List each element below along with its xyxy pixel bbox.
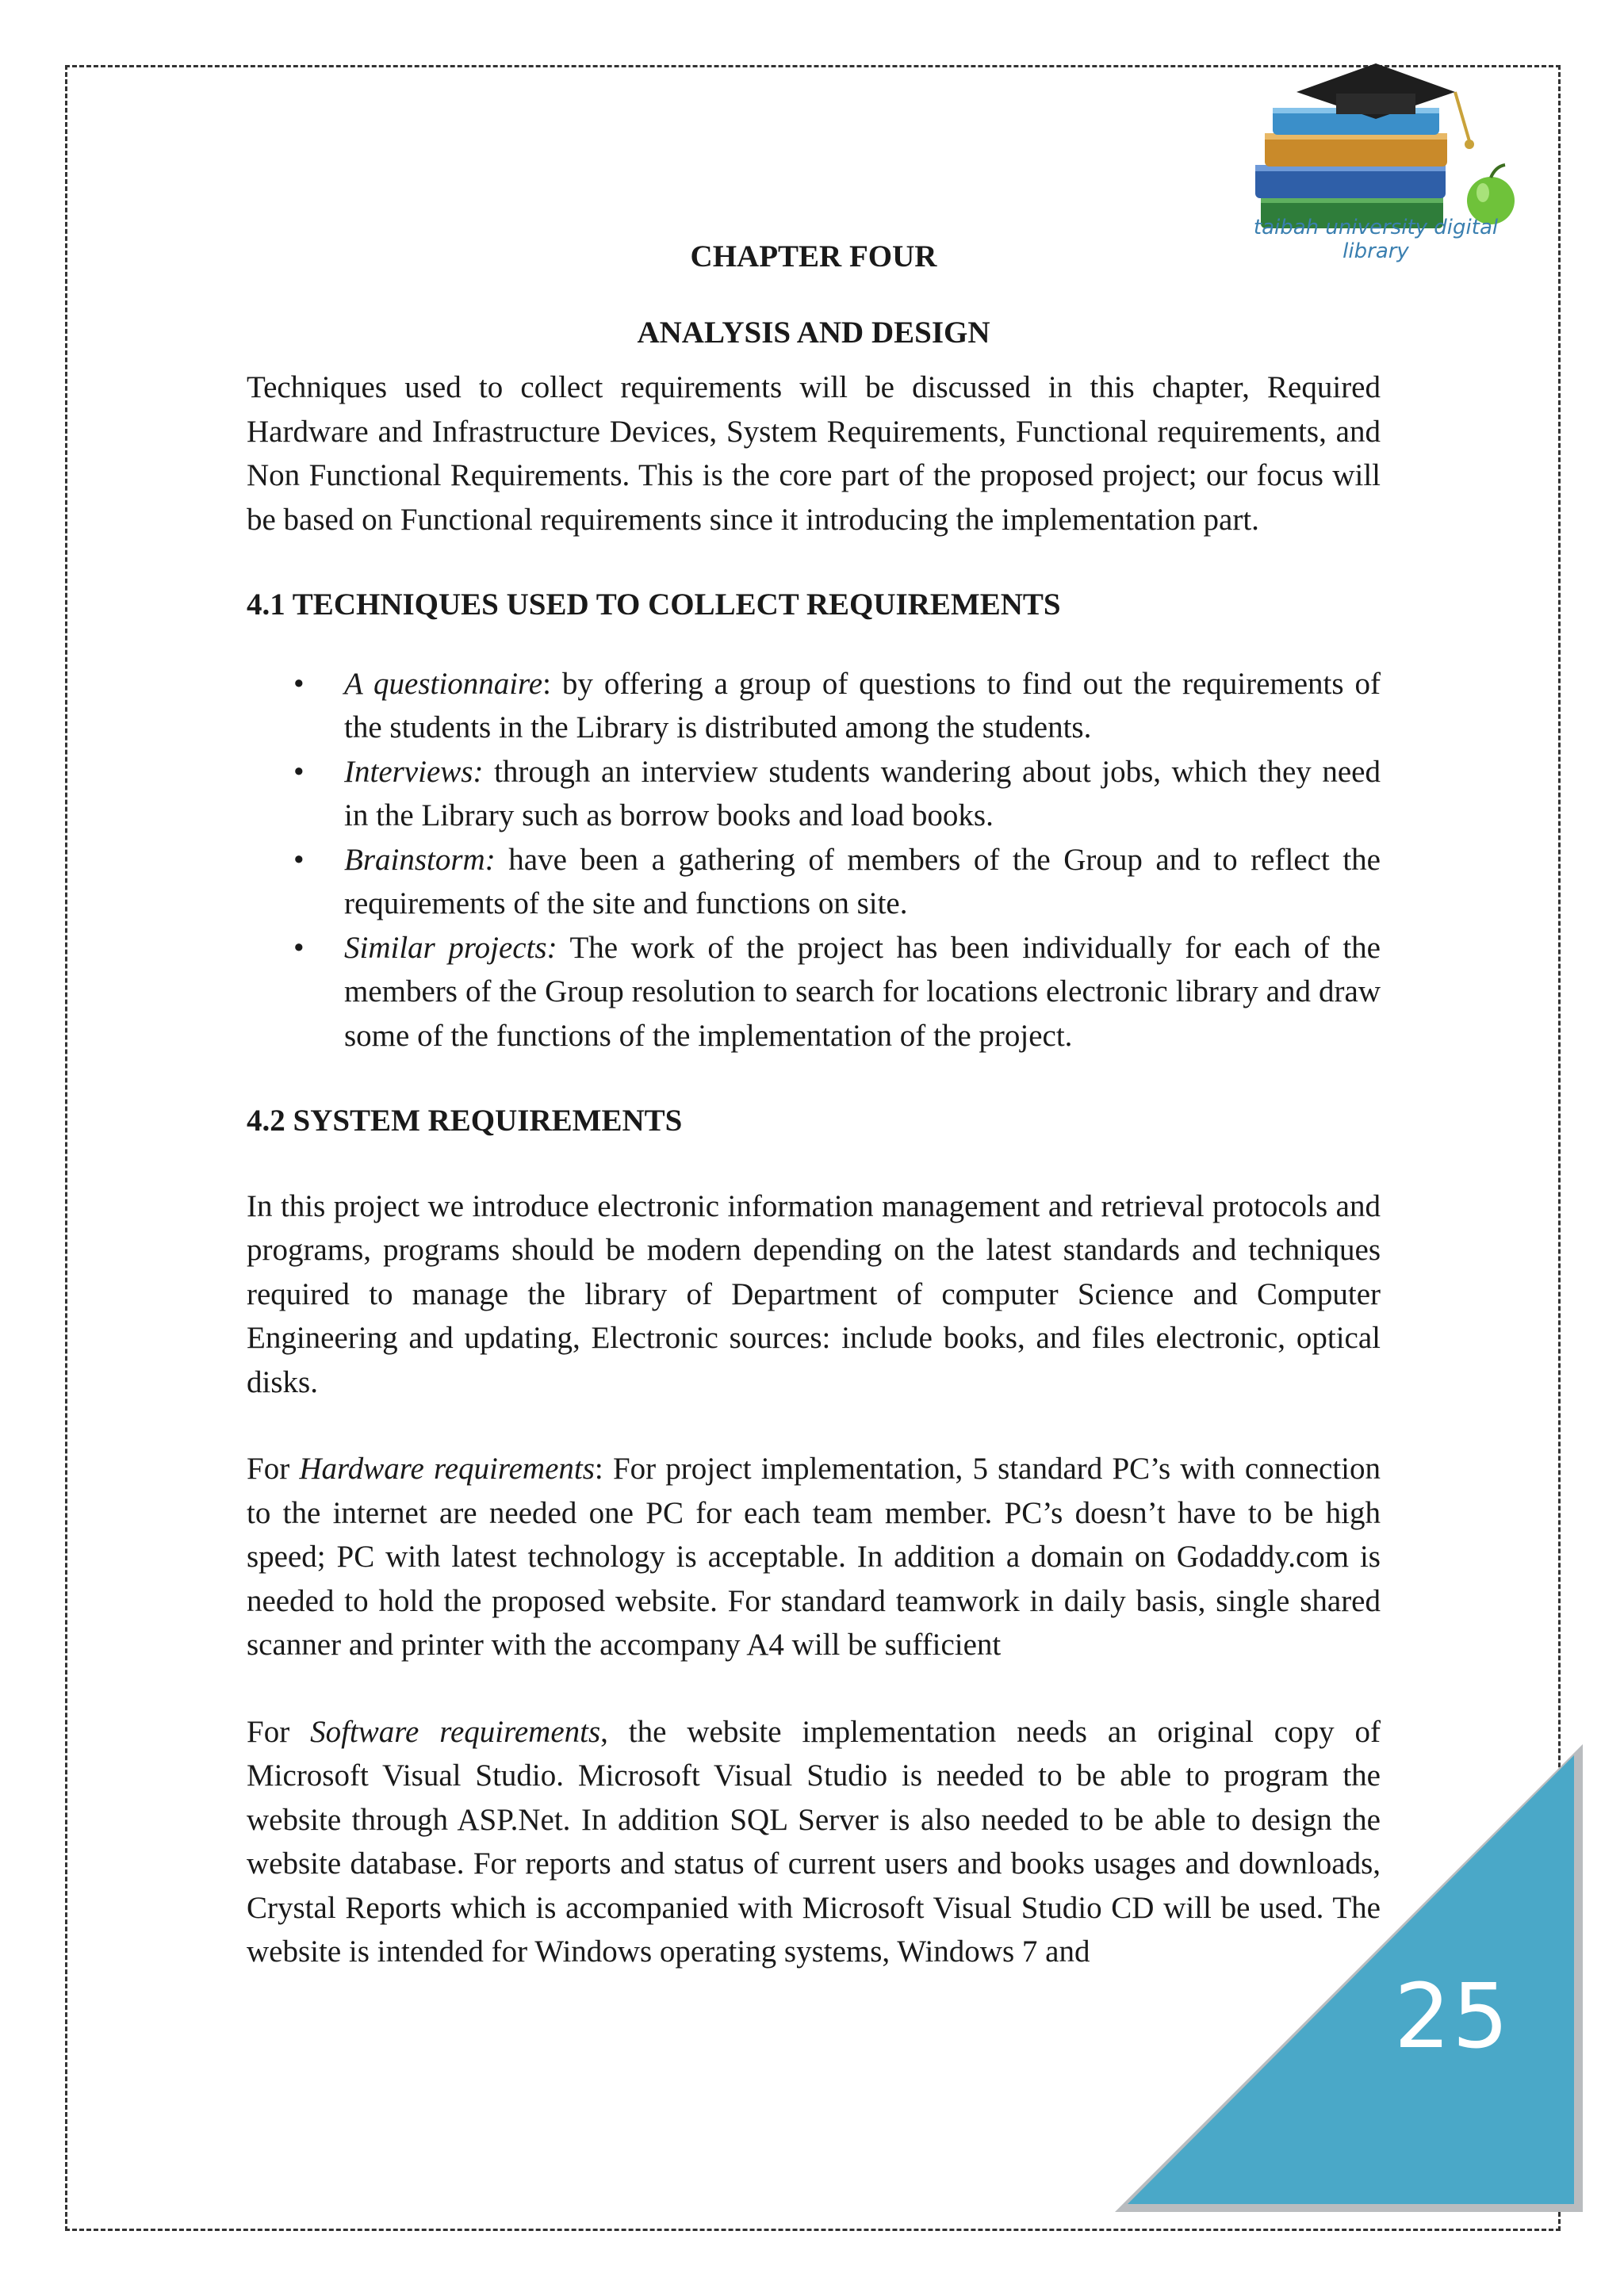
item-term: A questionnaire bbox=[344, 666, 543, 701]
software-lead: For bbox=[247, 1714, 311, 1749]
item-text: : by offering a group of questions to find out the requirements of the students in the Library is distributed among the students. bbox=[344, 666, 1381, 744]
bullet-icon: • bbox=[293, 930, 304, 965]
bullet-icon: • bbox=[293, 842, 304, 877]
section-heading-system-requirements: 4.2 SYSTEM REQUIREMENTS bbox=[247, 1104, 683, 1138]
item-text: The work of the project has been individually for each of the members of the Group resolution to search for locations electronic library and draw some of the functions of the implementation of the project. bbox=[344, 930, 1381, 1053]
software-text: , the website implementation needs an original copy of Microsoft Visual Studio. Microsoft Visual Studio is needed to be able to program the website through ASP.Net. In addition SQL Server is also needed to be able to design the website database. For reports and status of current users and books usages and downloads, Crystal Reports which is accompanied with Microsoft Visual Studio CD will be used. The website is intended for Windows operating systems, Windows 7 and bbox=[247, 1714, 1381, 1969]
document-body bbox=[247, 235, 1381, 1974]
software-term: Software requirements bbox=[310, 1714, 601, 1749]
hardware-requirements-paragraph bbox=[247, 1447, 1381, 1667]
chapter-title: CHAPTER FOUR bbox=[690, 239, 937, 274]
techniques-list bbox=[247, 662, 1381, 1058]
hardware-text: : For project implementation, 5 standard PC’s with connection to the internet are needed one PC for each team member. PC’s doesn’t have to be high speed; PC with latest technology is acceptable. In addition a domain on Godaddy.com is needed to hold the proposed website. For standard teamwork in daily basis, single shared scanner and printer with the accompany A4 will be sufficient bbox=[247, 1452, 1381, 1662]
item-term: Brainstorm: bbox=[344, 842, 496, 877]
section-heading-techniques: 4.1 TECHNIQUES USED TO COLLECT REQUIREMENTS bbox=[247, 587, 1061, 622]
item-text: have been a gathering of members of the Group and to reflect the requirements of the site and functions on site. bbox=[344, 842, 1381, 920]
list-item bbox=[293, 662, 1381, 750]
item-text: through an interview students wandering about jobs, which they need in the Library such as borrow books and load books. bbox=[344, 754, 1381, 832]
logo-caption: taibah university digital library bbox=[1253, 216, 1499, 263]
hardware-term: Hardware requirements bbox=[299, 1452, 595, 1486]
list-item bbox=[293, 926, 1381, 1058]
chapter-subtitle: ANALYSIS AND DESIGN bbox=[637, 315, 990, 350]
hardware-lead: For bbox=[247, 1452, 300, 1486]
item-term: Interviews: bbox=[344, 754, 484, 789]
list-item bbox=[293, 750, 1381, 838]
item-term: Similar projects: bbox=[344, 930, 557, 965]
bullet-icon: • bbox=[293, 666, 304, 701]
page-number: 25 bbox=[1394, 1965, 1511, 2068]
intro-paragraph: Techniques used to collect requirements will be discussed in this chapter, Required Hardware and Infrastructure Devices, System Requirements, Functional requirements, and Non Functional Requirements. This is the core part of the proposed project; our focus will be based on Functional requirements since it introducing the implementation part. bbox=[247, 370, 1381, 537]
page-corner-triangle bbox=[1110, 1744, 1586, 2220]
list-item bbox=[293, 838, 1381, 926]
bullet-icon: • bbox=[293, 754, 304, 789]
system-requirements-paragraph: In this project we introduce electronic information management and retrieval protocols and programs, programs should be modern depending on the latest standards and techniques required to manage the library of Department of computer Science and Computer Engineering and updating, Electronic sources: include books, and files electronic, optical disks. bbox=[247, 1188, 1381, 1399]
